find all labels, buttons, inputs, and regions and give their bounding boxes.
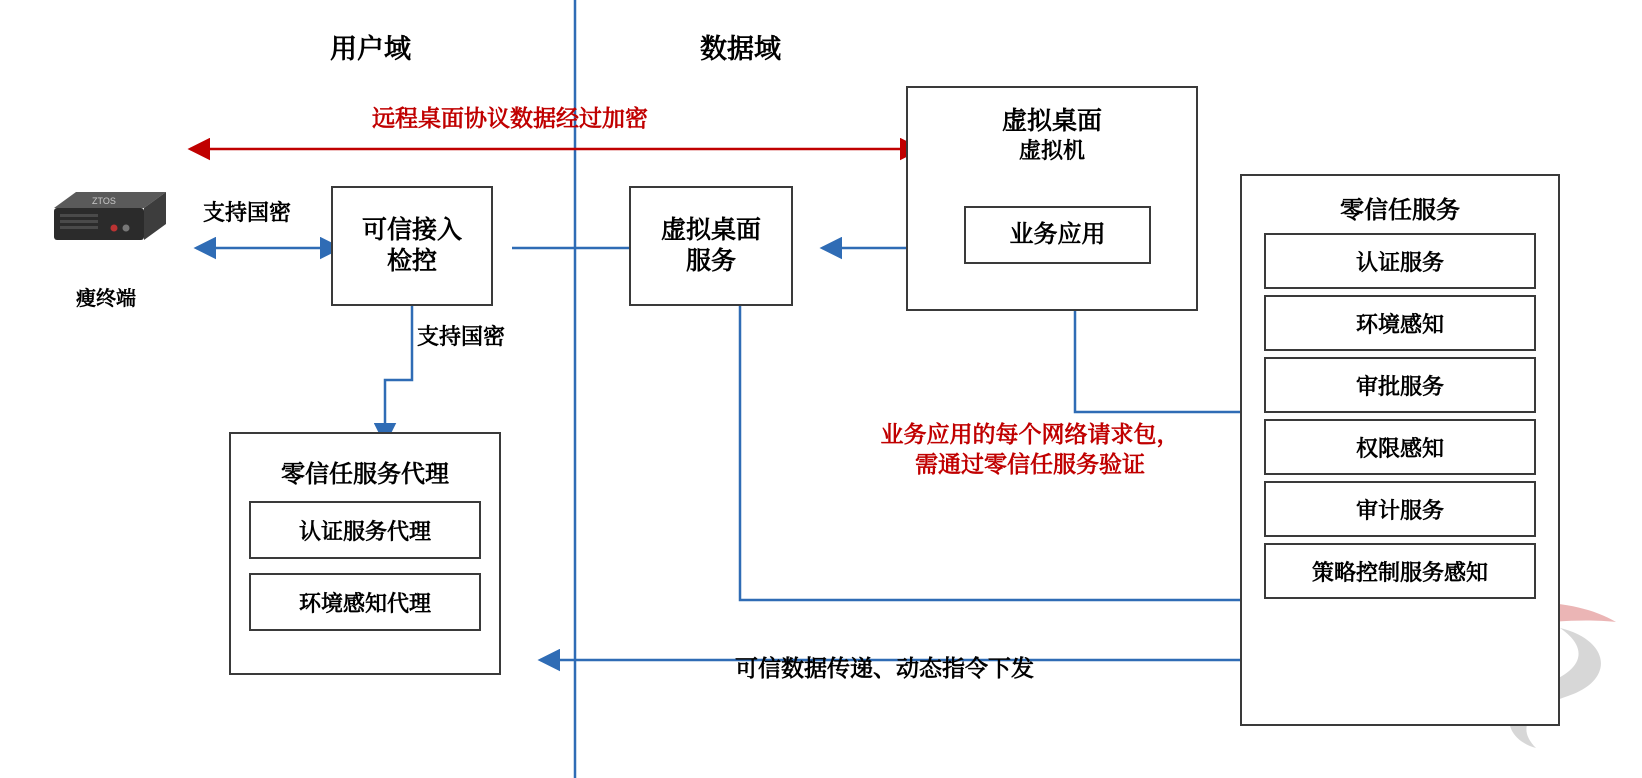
svg-text:ZTOS: ZTOS — [92, 196, 116, 206]
zero-trust-agent-title: 零信任服务代理 — [281, 461, 449, 488]
thin-client-label: 瘦终端 — [76, 288, 136, 310]
node-virtual-desktop-service-line1: 虚拟桌面 — [660, 216, 761, 244]
node-business-app[interactable] — [964, 206, 1151, 264]
zero-trust-service-title: 零信任服务 — [1340, 197, 1460, 224]
annotation-gm-support-top: 支持国密 — [203, 200, 292, 225]
node-virtual-desktop-vm[interactable] — [906, 86, 1198, 311]
agent-item-environment-proxy[interactable]: 环境感知代理 — [249, 573, 481, 631]
annotation-per-request-verify-line2: 需通过零信任服务验证 — [915, 450, 1145, 477]
agent-item-auth-proxy[interactable]: 认证服务代理 — [249, 501, 481, 559]
zero-trust-agent-panel — [229, 432, 501, 675]
annotation-per-request-verify — [860, 420, 1200, 480]
node-virtual-desktop-vm-line2: 虚拟机 — [1018, 138, 1085, 163]
annotation-trusted-data-transfer: 可信数据传递、动态指令下发 — [735, 655, 1034, 681]
annotation-per-request-verify-line1: 业务应用的每个网络请求包， — [880, 421, 1180, 447]
domain-title-data: 数据域 — [700, 34, 781, 64]
annotation-gm-support-down: 支持国密 — [417, 324, 506, 349]
zt-item-audit[interactable]: 审计服务 — [1264, 481, 1536, 537]
annotation-encrypted-protocol: 远程桌面协议数据经过加密 — [372, 105, 648, 131]
node-virtual-desktop-vm-line1: 虚拟桌面 — [1001, 107, 1102, 135]
node-trusted-access-line1: 可信接入 — [361, 216, 462, 244]
zt-item-policy-control[interactable]: 策略控制服务感知 — [1264, 543, 1536, 599]
zt-item-auth[interactable]: 认证服务 — [1264, 233, 1536, 289]
domain-title-user: 用户域 — [330, 34, 411, 64]
node-trusted-access[interactable] — [331, 186, 493, 306]
zero-trust-service-panel — [1240, 174, 1560, 726]
node-virtual-desktop-service-line2: 服务 — [685, 247, 736, 275]
node-trusted-access-line2: 检控 — [386, 247, 437, 275]
zt-item-permission[interactable]: 权限感知 — [1264, 419, 1536, 475]
node-virtual-desktop-service[interactable] — [629, 186, 793, 306]
thin-client-device-icon — [40, 182, 170, 254]
node-business-app-label: 业务应用 — [1009, 221, 1106, 249]
zt-item-approval[interactable]: 审批服务 — [1264, 357, 1536, 413]
zt-item-environment[interactable]: 环境感知 — [1264, 295, 1536, 351]
